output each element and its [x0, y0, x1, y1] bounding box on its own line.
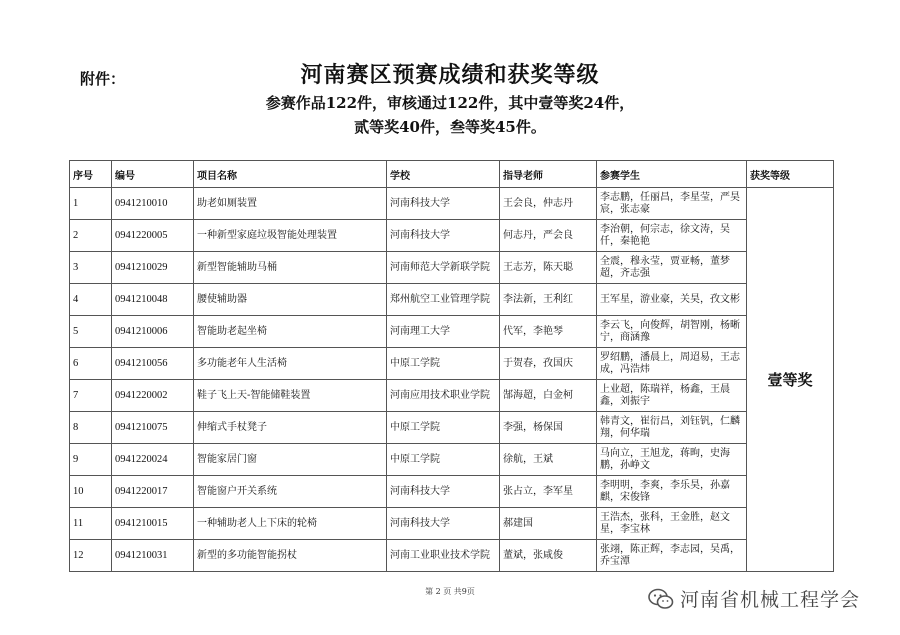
- table-row: [70, 508, 834, 540]
- cell-project-name: 鞋子飞上天-智能储鞋装置: [194, 380, 387, 412]
- cell-code: 0941210010: [112, 188, 194, 220]
- cell-index: 12: [70, 540, 112, 572]
- cell-index: 8: [70, 412, 112, 444]
- attachment-label: 附件：: [80, 70, 126, 88]
- cell-project-name: 一种辅助老人上下床的轮椅: [194, 508, 387, 540]
- cell-project-name: 腰使辅助器: [194, 284, 387, 316]
- cell-code: 0941220017: [112, 476, 194, 508]
- page-number: 第 2 页 共9页: [425, 587, 475, 596]
- table-header-row: [70, 161, 834, 188]
- table-row: [70, 476, 834, 508]
- table-row: [70, 252, 834, 284]
- cell-school: 河南科技大学: [387, 508, 500, 540]
- award-level-cell: 壹等奖: [747, 188, 834, 572]
- table-row: [70, 380, 834, 412]
- cell-project-name: 伸缩式手杖凳子: [194, 412, 387, 444]
- cell-school: 河南理工大学: [387, 316, 500, 348]
- cell-school: 河南科技大学: [387, 220, 500, 252]
- cell-advisor: 何志丹，严会良: [500, 220, 597, 252]
- watermark-text: 河南省机械工程学会: [680, 589, 861, 611]
- cell-advisor: 张占立，李军星: [500, 476, 597, 508]
- cell-advisor: 董斌，张咸俊: [500, 540, 597, 572]
- table-row: [70, 220, 834, 252]
- cell-students: 李治朝，何宗志，徐文涛，吴仟，秦艳艳: [597, 220, 747, 252]
- cell-advisor: 郜海超，白金柯: [500, 380, 597, 412]
- cell-project-name: 多功能老年人生活椅: [194, 348, 387, 380]
- table-row: [70, 348, 834, 380]
- cell-students: 罗绍鹏，潘晨上，周迢易，王志成，冯浩炜: [597, 348, 747, 380]
- cell-advisor: 于贺春，孜国庆: [500, 348, 597, 380]
- cell-code: 0941210075: [112, 412, 194, 444]
- cell-students: 全震，穆永莹，贾亚畅，董梦超，齐志强: [597, 252, 747, 284]
- cell-school: 中原工学院: [387, 444, 500, 476]
- column-header-advisor: 指导老师: [500, 161, 597, 188]
- cell-school: 河南科技大学: [387, 188, 500, 220]
- cell-code: 0941220005: [112, 220, 194, 252]
- cell-code: 0941210029: [112, 252, 194, 284]
- cell-index: 5: [70, 316, 112, 348]
- table-row: [70, 444, 834, 476]
- column-header-award: 获奖等级: [747, 161, 834, 188]
- cell-code: 0941220024: [112, 444, 194, 476]
- cell-index: 2: [70, 220, 112, 252]
- cell-school: 中原工学院: [387, 348, 500, 380]
- cell-students: 王军星，游业豪，关昊，孜文彬: [597, 284, 747, 316]
- table-row: [70, 412, 834, 444]
- cell-students: 张翊，陈正辉，李志园，吴禹，乔宝潭: [597, 540, 747, 572]
- cell-students: 李明明，李爽，李乐昊，孙嘉麒，宋俊锋: [597, 476, 747, 508]
- cell-code: 0941210006: [112, 316, 194, 348]
- wechat-icon: [648, 588, 674, 610]
- cell-school: 河南科技大学: [387, 476, 500, 508]
- cell-students: 李云飞，向俊辉，胡智刚，杨晰宁，商涵豫: [597, 316, 747, 348]
- cell-school: 郑州航空工业管理学院: [387, 284, 500, 316]
- cell-index: 1: [70, 188, 112, 220]
- watermark: [648, 585, 860, 612]
- cell-project-name: 一种新型家庭垃圾智能处理装置: [194, 220, 387, 252]
- summary-line-2: 贰等奖40件，叁等奖45件。: [354, 118, 546, 136]
- cell-index: 4: [70, 284, 112, 316]
- cell-project-name: 新型的多功能智能拐杖: [194, 540, 387, 572]
- cell-index: 6: [70, 348, 112, 380]
- document-title: 河南赛区预赛成绩和获奖等级: [300, 63, 600, 88]
- column-header-code: 编号: [112, 161, 194, 188]
- cell-students: 上业超，陈瑞祥，杨鑫，王晨鑫，刘振宇: [597, 380, 747, 412]
- column-header-students: 参赛学生: [597, 161, 747, 188]
- cell-code: 0941210048: [112, 284, 194, 316]
- cell-project-name: 智能家居门窗: [194, 444, 387, 476]
- cell-project-name: 智能窗户开关系统: [194, 476, 387, 508]
- results-table: [69, 160, 834, 572]
- cell-students: 王浩杰，张科，王金胜，赵文星，李宝林: [597, 508, 747, 540]
- cell-code: 0941210056: [112, 348, 194, 380]
- cell-index: 11: [70, 508, 112, 540]
- cell-index: 7: [70, 380, 112, 412]
- table-row: [70, 540, 834, 572]
- cell-school: 河南工业职业技术学院: [387, 540, 500, 572]
- cell-advisor: 代军，李艳琴: [500, 316, 597, 348]
- cell-code: 0941220002: [112, 380, 194, 412]
- table-row: [70, 188, 834, 220]
- cell-code: 0941210015: [112, 508, 194, 540]
- cell-advisor: 郝建国: [500, 508, 597, 540]
- cell-school: 河南师范大学新联学院: [387, 252, 500, 284]
- cell-advisor: 王会良，仲志丹: [500, 188, 597, 220]
- cell-index: 3: [70, 252, 112, 284]
- table-row: [70, 316, 834, 348]
- cell-school: 中原工学院: [387, 412, 500, 444]
- cell-index: 10: [70, 476, 112, 508]
- cell-students: 韩青文，崔衍昌，刘钰钒，仁麟翔，何华瑞: [597, 412, 747, 444]
- cell-students: 马向立，王旭龙，蒋昫，史海鹏，孙峥文: [597, 444, 747, 476]
- cell-advisor: 李强，杨保国: [500, 412, 597, 444]
- cell-project-name: 助老如厕装置: [194, 188, 387, 220]
- summary-line-1: 参赛作品122件，审核通过122件，其中壹等奖24件，: [265, 94, 635, 112]
- table-row: [70, 284, 834, 316]
- cell-project-name: 新型智能辅助马桶: [194, 252, 387, 284]
- cell-code: 0941210031: [112, 540, 194, 572]
- column-header-index: 序号: [70, 161, 112, 188]
- column-header-school: 学校: [387, 161, 500, 188]
- cell-advisor: 李法新，王利红: [500, 284, 597, 316]
- column-header-project: 项目名称: [194, 161, 387, 188]
- cell-students: 李志鹏，任丽昌，李星莹，严昊宸，张志豪: [597, 188, 747, 220]
- cell-project-name: 智能助老起坐椅: [194, 316, 387, 348]
- cell-school: 河南应用技术职业学院: [387, 380, 500, 412]
- cell-index: 9: [70, 444, 112, 476]
- cell-advisor: 王志芳，陈天聪: [500, 252, 597, 284]
- cell-advisor: 徐航，王斌: [500, 444, 597, 476]
